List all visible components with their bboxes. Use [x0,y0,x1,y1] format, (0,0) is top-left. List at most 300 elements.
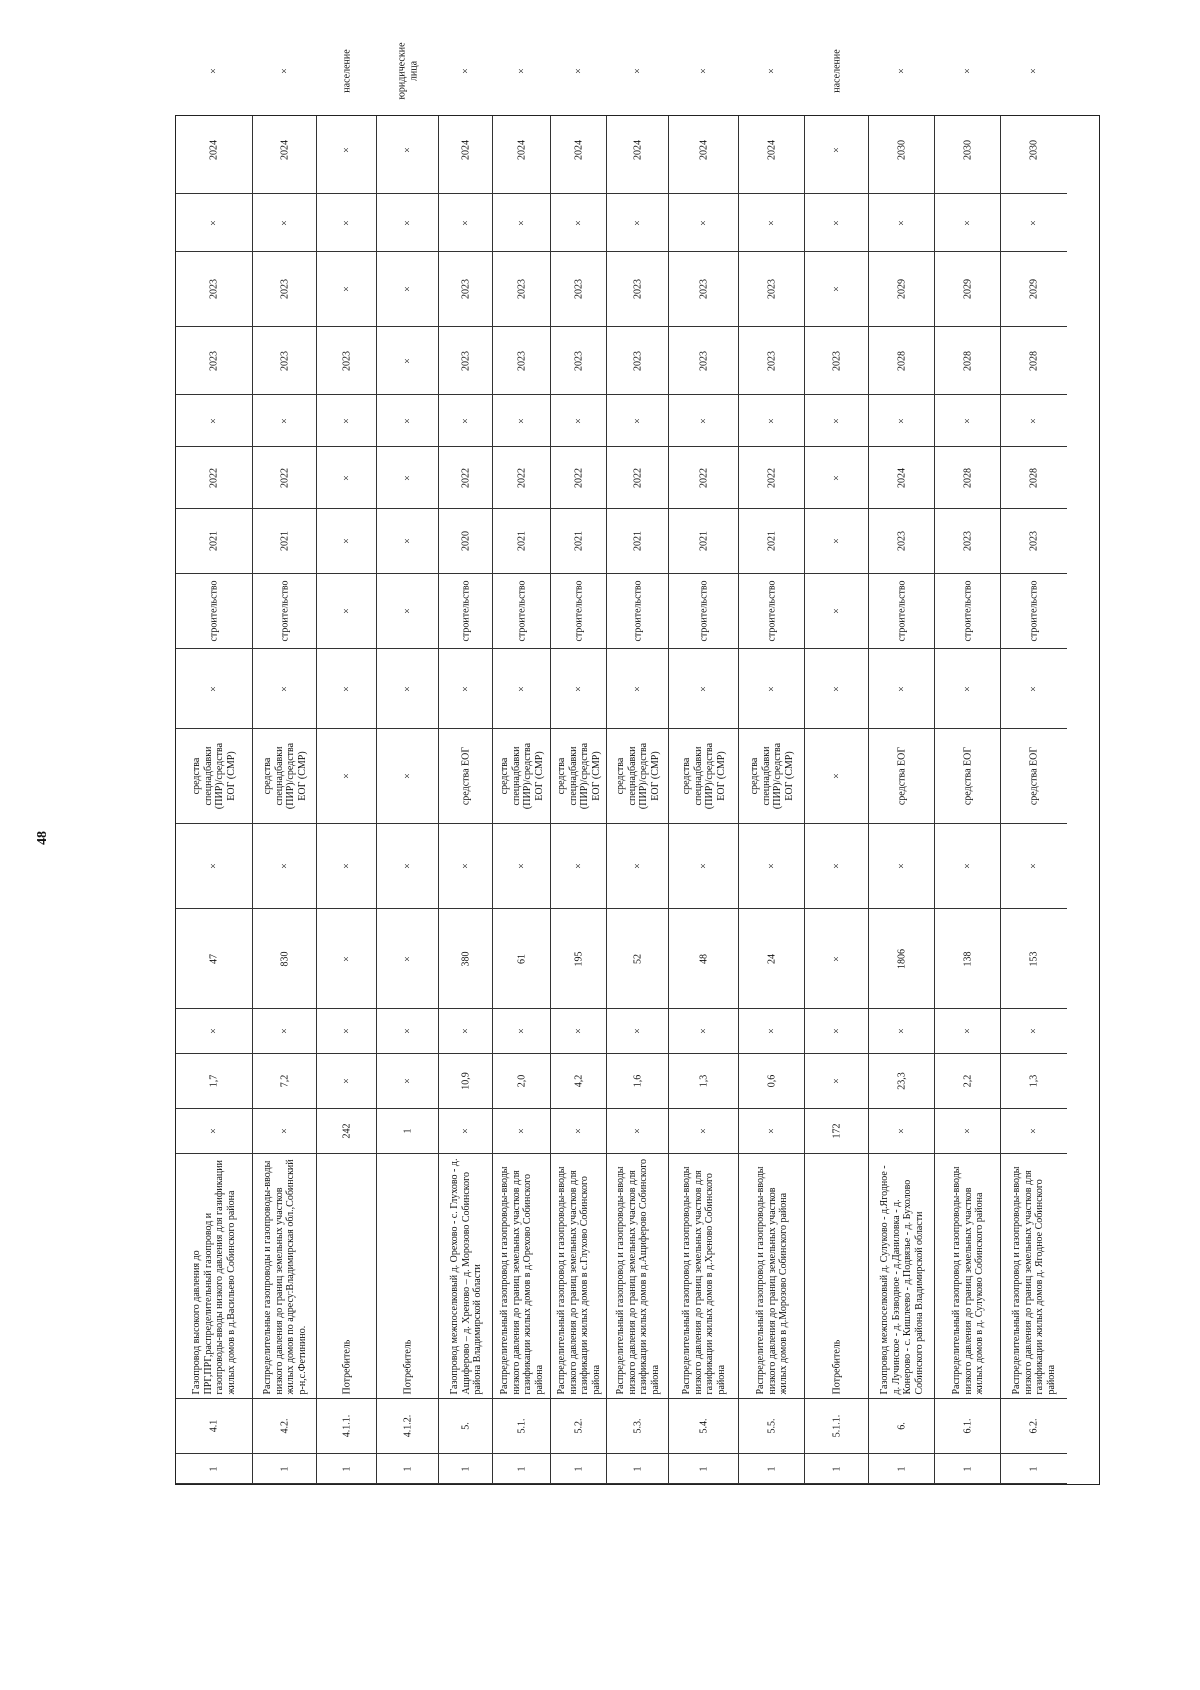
table-cell-y2 [805,447,868,509]
cell-text: × [961,685,973,692]
table-cell-y3 [377,327,438,395]
table-cell-name [317,1154,376,1399]
table-cell-n1 [607,1109,668,1154]
table-cell-v2 [607,1009,668,1054]
cell-text: 2023 [631,350,643,371]
table-row [669,68,739,1484]
cell-text: 5.1.1. [830,1414,842,1438]
table-cell-v3 [935,909,1000,1009]
table-cell-consumer [669,36,738,106]
cell-text: строительство [895,580,907,642]
table-cell-v5 [317,649,376,729]
cell-text: × [459,219,471,226]
cell-text: × [278,685,290,692]
table-cell-v3 [805,909,868,1009]
table-cell-stage [669,574,738,649]
table-cell-y4 [176,252,252,327]
table-cell-num [869,1399,934,1454]
table-cell-v2 [669,1009,738,1054]
cell-text: Распределительный газопровод и газопроводы-вводы низкого давления до границ земельных участков для газификации жилых домов в с.Глухово Собинского района [555,1166,601,1395]
cell-text: 2023 [340,350,352,371]
table-cell-v1 [253,1054,316,1109]
cell-text: 2024 [697,139,709,160]
cell-text: 1 [401,1466,413,1471]
table-cell-v7 [869,194,934,252]
table-cell-c0 [551,1454,606,1484]
cell-text: × [401,219,413,226]
cell-text: 1 [895,1466,907,1471]
table-cell-y1 [739,509,804,574]
table-cell-v4 [935,824,1000,909]
cell-text: 1806 [895,948,907,969]
table-cell-y1 [317,509,376,574]
table-cell-v5 [805,649,868,729]
cell-text: средства спецнадбавки (ПИР)/средства ЕОГ (СМР) [680,742,726,810]
cell-text: 6. [895,1422,907,1430]
cell-text: × [459,68,471,74]
cell-text: 2021 [765,531,777,551]
table-cell-consumer [739,36,804,106]
cell-text: средства ЕОГ [459,746,471,806]
cell-text: 830 [278,951,290,966]
cell-text: × [830,1028,842,1034]
cell-text: строительство [631,580,643,642]
table-cell-v2 [377,1009,438,1054]
table-cell-v5 [176,649,252,729]
table-cell-n1 [551,1109,606,1154]
table-cell-stage [869,574,934,649]
cell-text: × [208,417,220,424]
cell-text: × [401,474,413,481]
cell-text: строительство [278,580,290,642]
gasification-table [175,42,1100,1485]
table-cell-n1 [317,1109,376,1154]
table-cell-v3 [669,909,738,1009]
cell-text: Распределительные газопроводы и газопроводы-вводы низкого давления до границ земельных участков жилых домов по адресу:Владимирская обл.,Собинский р-н,с.Фетинино. [261,1159,307,1395]
cell-text: × [459,685,471,692]
cell-text: 2021 [572,531,584,551]
table-cell-v6 [739,395,804,447]
cell-text: 1,7 [208,1074,220,1088]
cell-text: 2029 [895,279,907,299]
table-cell-name [805,1154,868,1399]
cell-text: × [208,219,220,226]
cell-text: 2021 [278,531,290,551]
cell-text: × [830,474,842,481]
table-cell-y5 [551,106,606,194]
cell-text: 2,2 [961,1074,973,1088]
cell-text: × [515,863,527,869]
cell-text: Распределительный газопровод и газопроводы-вводы низкого давления до границ земельных участков для газификации жилых домов в д.Хреново Собинского района [680,1166,726,1395]
table-cell-funding [176,729,252,824]
cell-text: × [1028,685,1040,692]
cell-text: × [401,773,413,779]
cell-text: × [340,773,352,779]
table-cell-name [493,1154,550,1399]
table-cell-stage [935,574,1000,649]
table-cell-stage [607,574,668,649]
cell-text: 5.1. [515,1418,527,1434]
table-cell-num [739,1399,804,1454]
cell-text: × [572,1128,584,1134]
cell-text: × [895,685,907,692]
cell-text: × [459,1028,471,1034]
table-row [607,68,669,1484]
cell-text: × [278,863,290,869]
cell-text: 52 [631,953,643,964]
cell-text: 2022 [572,467,584,488]
table-cell-n1 [377,1109,438,1154]
cell-text: × [515,219,527,226]
cell-text: 47 [208,953,220,964]
table-row [739,68,805,1484]
table-cell-v6 [607,395,668,447]
cell-text: 2024 [515,139,527,160]
cell-text: 2028 [961,350,973,371]
cell-text: × [572,863,584,869]
table-cell-y4 [935,252,1000,327]
cell-text: × [459,863,471,869]
cell-text: × [340,146,352,153]
cell-text: × [1028,1028,1040,1034]
table-cell-v4 [176,824,252,909]
cell-text: × [515,68,527,74]
table-cell-funding [1001,729,1067,824]
cell-text: × [208,68,220,74]
cell-text: × [515,1028,527,1034]
cell-text: × [631,417,643,424]
table-cell-funding [439,729,492,824]
table-cell-name [551,1154,606,1399]
table-cell-y1 [493,509,550,574]
table-cell-name [439,1154,492,1399]
table-cell-c0 [317,1454,376,1484]
cell-text: × [340,685,352,692]
table-cell-y1 [869,509,934,574]
table-cell-v2 [253,1009,316,1054]
table-cell-v7 [805,194,868,252]
table-cell-name [935,1154,1000,1399]
table-cell-consumer [439,36,492,106]
cell-text: средства спецнадбавки (ПИР)/средства ЕОГ (СМР) [191,742,237,810]
table-cell-num [551,1399,606,1454]
table-cell-y5 [493,106,550,194]
table-cell-v7 [1001,194,1067,252]
table-cell-y2 [439,447,492,509]
cell-text: × [515,417,527,424]
cell-text: × [830,538,842,544]
cell-text: × [340,219,352,226]
cell-text: 1,3 [697,1074,709,1088]
table-row [377,42,439,1484]
table-row [253,68,317,1484]
cell-text: 2023 [515,350,527,371]
table-cell-y4 [607,252,668,327]
table-cell-v4 [253,824,316,909]
cell-text: 2024 [572,139,584,160]
cell-text: 2023 [765,350,777,371]
cell-text: × [401,146,413,153]
cell-text: 7,2 [278,1074,290,1088]
table-row [805,49,869,1484]
table-cell-v5 [869,649,934,729]
table-cell-v1 [439,1054,492,1109]
cell-text: 1 [208,1466,220,1471]
cell-text: Потребитель [401,1339,413,1395]
cell-text: × [401,1028,413,1034]
cell-text: 2023 [631,279,643,299]
cell-text: × [278,219,290,226]
table-row [493,68,551,1484]
cell-text: × [631,1128,643,1134]
cell-text: × [401,357,413,364]
cell-text: × [895,863,907,869]
table-cell-v7 [439,194,492,252]
cell-text: × [401,955,413,962]
table-cell-v3 [439,909,492,1009]
table-cell-v6 [869,395,934,447]
table-cell-y1 [1001,509,1067,574]
cell-text: 2030 [961,139,973,160]
table-cell-v7 [669,194,738,252]
cell-text: × [830,146,842,153]
cell-text: 2030 [1028,139,1040,160]
cell-text: 2024 [631,139,643,160]
cell-text: × [830,1078,842,1084]
cell-text: строительство [208,580,220,642]
table-cell-n1 [739,1109,804,1154]
table-cell-v6 [551,395,606,447]
table-cell-y2 [1001,447,1067,509]
cell-text: × [340,1028,352,1034]
table-cell-v1 [739,1054,804,1109]
table-cell-funding [253,729,316,824]
table-cell-consumer [1001,36,1067,106]
cell-text: Газопровод межпоселковый д. Сулуково - д.Ягодное - д. Лучинское - д. Бэзводное - д.Даниловка - д. Конерово - с. Кишлеево - д.Подвязье - д. Бухолово Собинского района Владимирской области [878,1165,924,1395]
cell-text: 380 [459,951,471,966]
cell-text: × [1028,863,1040,869]
table-cell-num [669,1399,738,1454]
cell-text: Распределительный газопровод и газопроводы-вводы низкого давления до границ земельных участков для газификации жилых домов в д.Ащиферово Собинского района [614,1158,660,1395]
cell-text: × [340,955,352,962]
table-cell-v1 [1001,1054,1067,1109]
cell-text: × [961,863,973,869]
table-cell-stage [253,574,316,649]
table-cell-c0 [439,1454,492,1484]
cell-text: 2024 [278,139,290,160]
table-cell-n1 [935,1109,1000,1154]
cell-text: 4.2. [278,1418,290,1434]
table-cell-c0 [607,1454,668,1484]
cell-text: × [340,286,352,292]
cell-text: Потребитель [340,1339,352,1395]
table-cell-y5 [669,106,738,194]
cell-text: × [572,68,584,74]
table-cell-funding [669,729,738,824]
table-cell-stage [493,574,550,649]
cell-text: 2023 [765,279,777,299]
table-cell-c0 [493,1454,550,1484]
table-cell-c0 [253,1454,316,1484]
table-cell-n1 [1001,1109,1067,1154]
cell-text: 2023 [572,350,584,371]
table-cell-y4 [669,252,738,327]
cell-text: 1 [1028,1466,1040,1471]
cell-text: × [278,1128,290,1134]
cell-text: × [208,1128,220,1134]
table-row [1001,68,1067,1484]
cell-text: × [765,68,777,74]
cell-text: × [830,685,842,692]
table-cell-y1 [176,509,252,574]
cell-text: 5.2. [572,1418,584,1434]
cell-text: 5.5. [765,1418,777,1434]
table-cell-y1 [253,509,316,574]
cell-text: × [278,417,290,424]
cell-text: 242 [340,1123,352,1139]
table-cell-v5 [1001,649,1067,729]
table-cell-v5 [607,649,668,729]
table-row [551,68,607,1484]
table-cell-y5 [317,106,376,194]
cell-text: Газопровод высокого давления до ПРГ,ПРГ,распределительный газопровод и газопроводы-вводы низкого давления для газификации жилых домов в д.Васильево Собинского района [191,1160,237,1395]
table-cell-v7 [253,194,316,252]
table-cell-v1 [935,1054,1000,1109]
table-cell-y5 [739,106,804,194]
cell-text: × [631,863,643,869]
cell-text: × [340,474,352,481]
table-cell-name [176,1154,252,1399]
table-cell-v3 [739,909,804,1009]
table-cell-name [739,1154,804,1399]
cell-text: × [895,219,907,226]
cell-text: средства ЕОГ [961,746,973,806]
table-cell-v3 [551,909,606,1009]
table-cell-n1 [493,1109,550,1154]
cell-text: 2022 [765,467,777,488]
table-cell-v5 [439,649,492,729]
table-cell-funding [377,729,438,824]
table-cell-funding [935,729,1000,824]
cell-text: × [697,1128,709,1134]
cell-text: 2024 [895,467,907,488]
cell-text: × [830,219,842,226]
table-cell-v2 [739,1009,804,1054]
table-cell-y4 [253,252,316,327]
table-cell-v5 [551,649,606,729]
table-cell-y1 [669,509,738,574]
cell-text: 2023 [697,350,709,371]
cell-text: × [697,219,709,226]
cell-text: Распределительный газопровод и газопроводы-вводы низкого давления до границ земельных участков для газификации жилых домов в д.Орехово Собинского района [498,1166,544,1395]
table-cell-num [805,1399,868,1454]
cell-text: × [340,863,352,869]
cell-text: × [401,608,413,614]
table-cell-y5 [377,106,438,194]
table-cell-v4 [805,824,868,909]
cell-text: 2023 [697,279,709,299]
cell-text: 2024 [208,139,220,160]
cell-text: строительство [961,580,973,642]
cell-text: 0,6 [765,1074,777,1088]
cell-text: × [961,1028,973,1034]
cell-text: 195 [572,951,584,966]
cell-text: 1,3 [1028,1074,1040,1088]
table-cell-consumer [935,36,1000,106]
cell-text: 2023 [208,350,220,371]
cell-text: × [697,1028,709,1034]
cell-text: 2023 [895,531,907,551]
table-cell-v2 [176,1009,252,1054]
cell-text: 4,2 [572,1074,584,1088]
table-cell-y2 [935,447,1000,509]
cell-text: × [401,685,413,692]
table-cell-num [935,1399,1000,1454]
table-cell-v6 [317,395,376,447]
table-cell-v6 [253,395,316,447]
table-cell-c0 [176,1454,252,1484]
cell-text: 2024 [459,139,471,160]
table-cell-v7 [607,194,668,252]
table-cell-consumer [176,36,252,106]
table-cell-y5 [1001,106,1067,194]
cell-text: × [765,863,777,869]
table-cell-y3 [317,327,376,395]
cell-text: × [401,1078,413,1084]
table-cell-y3 [607,327,668,395]
cell-text: 2023 [459,279,471,299]
table-cell-y2 [176,447,252,509]
table-cell-v4 [739,824,804,909]
table-cell-y2 [253,447,316,509]
table-cell-v1 [493,1054,550,1109]
cell-text: 1 [631,1466,643,1471]
table-cell-stage [176,574,252,649]
table-cell-v4 [377,824,438,909]
cell-text: 4.1 [208,1419,220,1433]
cell-text: × [515,1128,527,1134]
cell-text: 2023 [515,279,527,299]
table-cell-name [1001,1154,1067,1399]
cell-text: средства спецнадбавки (ПИР)/средства ЕОГ (СМР) [555,742,601,810]
table-cell-v2 [439,1009,492,1054]
cell-text: 2021 [208,531,220,551]
cell-text: 61 [515,953,527,964]
cell-text: × [572,417,584,424]
table-cell-v1 [551,1054,606,1109]
cell-text: × [765,1028,777,1034]
table-cell-c0 [377,1454,438,1484]
table-cell-consumer [551,36,606,106]
cell-text: × [830,863,842,869]
table-cell-funding [493,729,550,824]
table-cell-v7 [935,194,1000,252]
cell-text: 2028 [961,467,973,488]
cell-text: × [697,417,709,424]
table-cell-funding [317,729,376,824]
cell-text: 5.4. [697,1418,709,1434]
cell-text: 1 [830,1466,842,1471]
cell-text: 1 [572,1466,584,1471]
table-cell-consumer [805,36,868,106]
table-cell-v5 [493,649,550,729]
cell-text: 2023 [572,279,584,299]
table-cell-v7 [493,194,550,252]
cell-text: × [401,286,413,292]
table-cell-y3 [439,327,492,395]
table-cell-stage [317,574,376,649]
cell-text: 2022 [459,467,471,488]
